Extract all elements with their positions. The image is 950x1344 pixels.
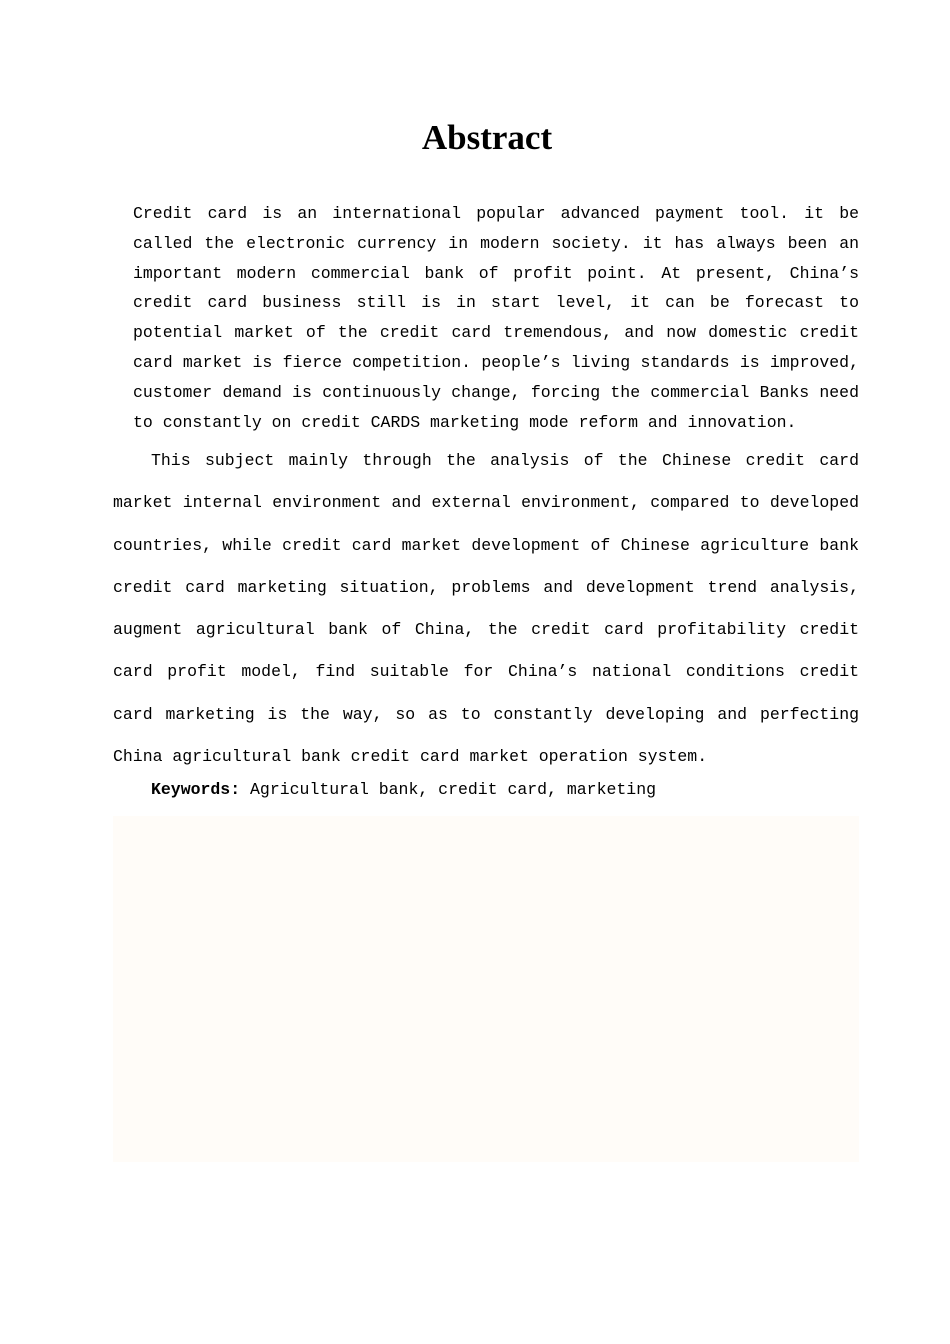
- keywords-label: Keywords:: [151, 780, 241, 799]
- blank-content-area: [113, 816, 859, 1162]
- keywords-line: [151, 776, 859, 804]
- abstract-paragraph-2: This subject mainly through the analysis of the Chinese credit card market internal environment and external environment, compared to developed countries, while credit card market development of Chinese agriculture bank credit card marketing situation, problems and development trend analysis, augment agricultural bank of China, the credit card profitability credit card profit model, find suitable for China’s national conditions credit card marketing is the way, so as to constantly developing and perfecting China agricultural bank credit card market operation system.: [113, 451, 859, 767]
- abstract-title: Abstract: [421, 118, 553, 157]
- abstract-paragraph-1: Credit card is an international popular advanced payment tool. it be called the electronic currency in modern society. it has always been an important modern commercial bank of profit point. At present, China’s credit card business still is in start level, it can be forecast to potential market of the credit card tremendous, and now domestic credit card market is fierce competition. people’s living standards is improved, customer demand is continuously change, forcing the commercial Banks need to constantly on credit CARDS marketing mode reform and innovation.: [133, 204, 859, 432]
- keywords-value: Agricultural bank, credit card, marketing: [250, 780, 656, 799]
